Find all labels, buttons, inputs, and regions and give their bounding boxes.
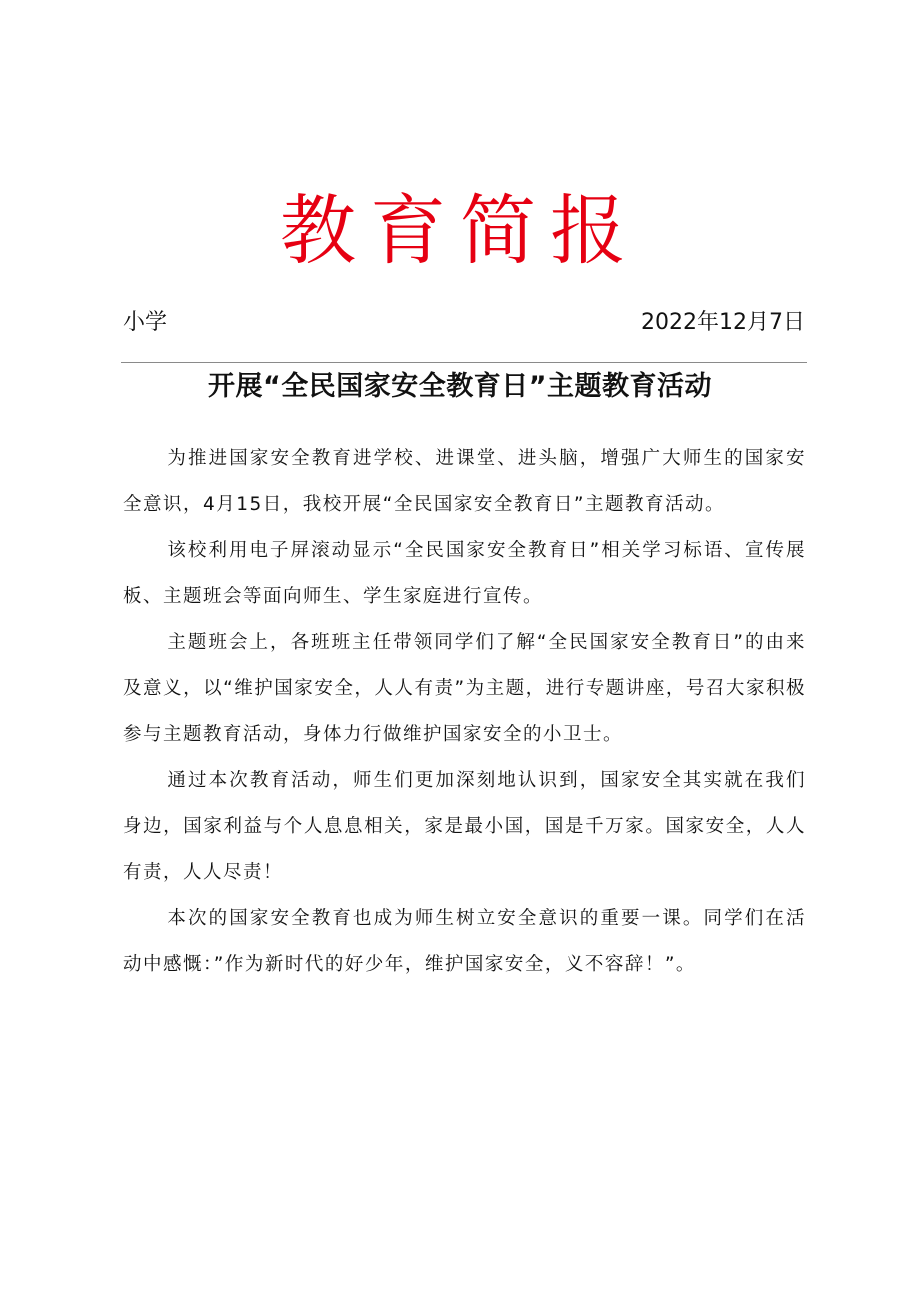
article-headline: 开展“全民国家安全教育日”主题教育活动	[208, 371, 712, 402]
issue-info-row	[123, 306, 805, 340]
article-paragraph: 主题班会上，各班班主任带领同学们了解“全民国家安全教育日”的由来及意义，以“维护国家安全，人人有责”为主题，进行专题讲座，号召大家积极参与主题教育活动，身体力行做维护国家安全的小卫士。	[123, 632, 806, 745]
article-paragraph: 本次的国家安全教育也成为师生树立安全意识的重要一课。同学们在活动中感慨：”作为新时代的好少年，维护国家安全，义不容辞！”。	[123, 908, 806, 975]
newsletter-masthead-title: 教育简报	[280, 186, 640, 275]
article-paragraph: 通过本次教育活动，师生们更加深刻地认识到，国家安全其实就在我们身边，国家利益与个人息息相关，家是最小国，国是千万家。国家安全，人人有责，人人尽责！	[123, 770, 806, 883]
school-name: 小学	[123, 310, 168, 335]
article-paragraph: 为推进国家安全教育进学校、进课堂、进头脑，增强广大师生的国家安全意识，4月15日，我校开展“全民国家安全教育日”主题教育活动。	[123, 448, 806, 515]
article-paragraph: 该校利用电子屏滚动显示“全民国家安全教育日”相关学习标语、宣传展板、主题班会等面向师生、学生家庭进行宣传。	[123, 540, 806, 607]
issue-date: 2022年12月7日	[641, 310, 805, 335]
header-divider	[121, 362, 807, 363]
article-body	[123, 436, 806, 988]
